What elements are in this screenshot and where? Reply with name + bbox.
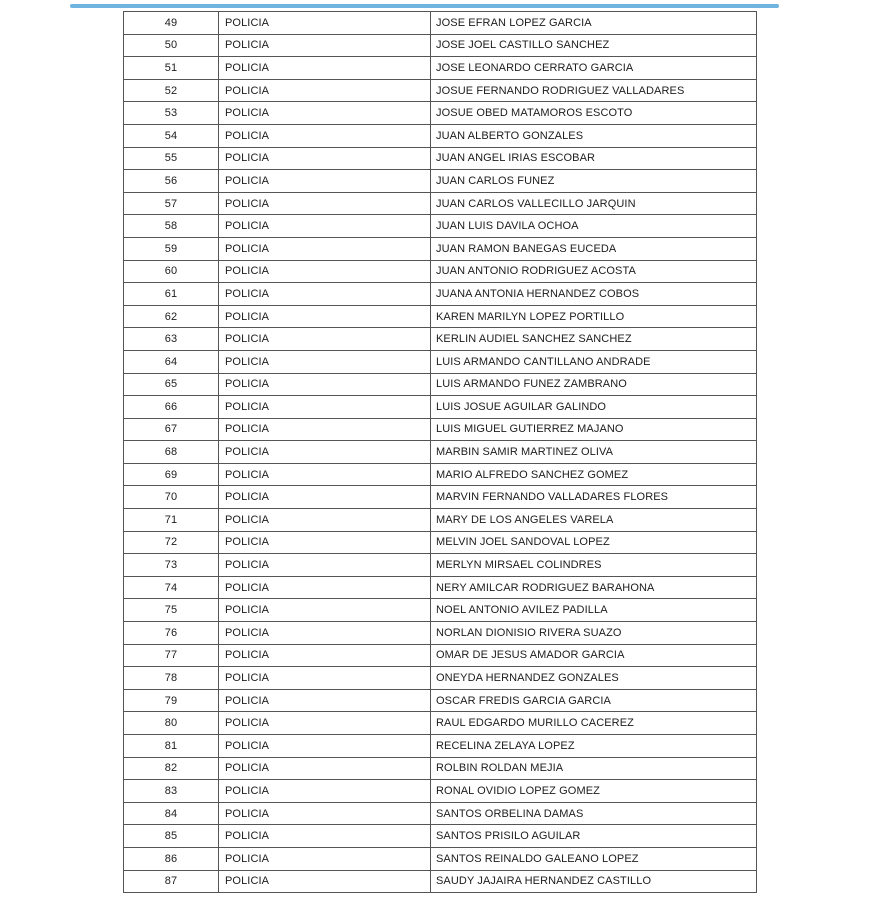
- table-row: [124, 34, 757, 57]
- row-name: SAUDY JAJAIRA HERNANDEZ CASTILLO: [431, 870, 757, 893]
- row-role: POLICIA: [219, 757, 431, 780]
- row-name: ONEYDA HERNANDEZ GONZALES: [431, 667, 757, 690]
- row-role: POLICIA: [219, 328, 431, 351]
- row-name: LUIS ARMANDO FUNEZ ZAMBRANO: [431, 373, 757, 396]
- row-number: 87: [124, 870, 219, 893]
- row-name: RAUL EDGARDO MURILLO CACEREZ: [431, 712, 757, 735]
- row-role: POLICIA: [219, 373, 431, 396]
- row-role: POLICIA: [219, 283, 431, 306]
- row-role: POLICIA: [219, 531, 431, 554]
- roster-table: [123, 11, 757, 893]
- row-number: 60: [124, 260, 219, 283]
- row-name: LUIS JOSUE AGUILAR GALINDO: [431, 396, 757, 419]
- row-role: POLICIA: [219, 870, 431, 893]
- row-number: 49: [124, 12, 219, 35]
- row-role: POLICIA: [219, 486, 431, 509]
- row-role: POLICIA: [219, 825, 431, 848]
- row-name: MELVIN JOEL SANDOVAL LOPEZ: [431, 531, 757, 554]
- row-number: 80: [124, 712, 219, 735]
- row-role: POLICIA: [219, 192, 431, 215]
- row-number: 57: [124, 192, 219, 215]
- table-row: [124, 825, 757, 848]
- table-row: [124, 441, 757, 464]
- table-row: [124, 554, 757, 577]
- row-number: 52: [124, 79, 219, 102]
- row-number: 85: [124, 825, 219, 848]
- row-role: POLICIA: [219, 102, 431, 125]
- table-row: [124, 192, 757, 215]
- row-role: POLICIA: [219, 667, 431, 690]
- table-row: [124, 12, 757, 35]
- table-row: [124, 780, 757, 803]
- row-name: NERY AMILCAR RODRIGUEZ BARAHONA: [431, 576, 757, 599]
- row-number: 74: [124, 576, 219, 599]
- table-row: [124, 373, 757, 396]
- row-number: 79: [124, 689, 219, 712]
- row-name: OMAR DE JESUS AMADOR GARCIA: [431, 644, 757, 667]
- table-row: [124, 463, 757, 486]
- table-row: [124, 57, 757, 80]
- row-role: POLICIA: [219, 79, 431, 102]
- row-name: KERLIN AUDIEL SANCHEZ SANCHEZ: [431, 328, 757, 351]
- table-row: [124, 644, 757, 667]
- row-role: POLICIA: [219, 34, 431, 57]
- table-row: [124, 147, 757, 170]
- row-name: JOSUE OBED MATAMOROS ESCOTO: [431, 102, 757, 125]
- row-role: POLICIA: [219, 735, 431, 758]
- row-name: RONAL OVIDIO LOPEZ GOMEZ: [431, 780, 757, 803]
- row-number: 71: [124, 509, 219, 532]
- row-name: MARBIN SAMIR MARTINEZ OLIVA: [431, 441, 757, 464]
- row-name: JUAN ANTONIO RODRIGUEZ ACOSTA: [431, 260, 757, 283]
- row-name: JOSE LEONARDO CERRATO GARCIA: [431, 57, 757, 80]
- table-row: [124, 689, 757, 712]
- row-role: POLICIA: [219, 305, 431, 328]
- row-number: 72: [124, 531, 219, 554]
- table-row: [124, 350, 757, 373]
- table-row: [124, 124, 757, 147]
- row-number: 64: [124, 350, 219, 373]
- row-number: 67: [124, 418, 219, 441]
- row-name: JUANA ANTONIA HERNANDEZ COBOS: [431, 283, 757, 306]
- row-name: MARY DE LOS ANGELES VARELA: [431, 509, 757, 532]
- row-role: POLICIA: [219, 576, 431, 599]
- row-name: NORLAN DIONISIO RIVERA SUAZO: [431, 622, 757, 645]
- row-name: OSCAR FREDIS GARCIA GARCIA: [431, 689, 757, 712]
- row-name: JUAN ANGEL IRIAS ESCOBAR: [431, 147, 757, 170]
- row-number: 66: [124, 396, 219, 419]
- row-name: MARVIN FERNANDO VALLADARES FLORES: [431, 486, 757, 509]
- row-role: POLICIA: [219, 554, 431, 577]
- table-row: [124, 531, 757, 554]
- row-number: 62: [124, 305, 219, 328]
- row-role: POLICIA: [219, 599, 431, 622]
- table-row: [124, 283, 757, 306]
- table-row: [124, 102, 757, 125]
- row-number: 59: [124, 237, 219, 260]
- row-number: 55: [124, 147, 219, 170]
- row-name: KAREN MARILYN LOPEZ PORTILLO: [431, 305, 757, 328]
- table-row: [124, 170, 757, 193]
- row-number: 61: [124, 283, 219, 306]
- table-row: [124, 667, 757, 690]
- row-number: 81: [124, 735, 219, 758]
- row-name: LUIS MIGUEL GUTIERREZ MAJANO: [431, 418, 757, 441]
- roster-table-body: [124, 12, 757, 893]
- row-number: 54: [124, 124, 219, 147]
- table-row: [124, 712, 757, 735]
- table-row: [124, 847, 757, 870]
- table-row: [124, 870, 757, 893]
- table-row: [124, 599, 757, 622]
- row-name: SANTOS PRISILO AGUILAR: [431, 825, 757, 848]
- row-name: ROLBIN ROLDAN MEJIA: [431, 757, 757, 780]
- table-row: [124, 486, 757, 509]
- row-number: 53: [124, 102, 219, 125]
- row-number: 56: [124, 170, 219, 193]
- row-number: 76: [124, 622, 219, 645]
- row-name: MERLYN MIRSAEL COLINDRES: [431, 554, 757, 577]
- row-number: 69: [124, 463, 219, 486]
- row-role: POLICIA: [219, 396, 431, 419]
- row-number: 86: [124, 847, 219, 870]
- row-number: 70: [124, 486, 219, 509]
- table-row: [124, 305, 757, 328]
- table-row: [124, 622, 757, 645]
- table-row: [124, 802, 757, 825]
- row-number: 78: [124, 667, 219, 690]
- row-role: POLICIA: [219, 215, 431, 238]
- row-number: 65: [124, 373, 219, 396]
- row-name: JUAN RAMON BANEGAS EUCEDA: [431, 237, 757, 260]
- row-number: 75: [124, 599, 219, 622]
- row-number: 58: [124, 215, 219, 238]
- row-role: POLICIA: [219, 124, 431, 147]
- row-name: JOSUE FERNANDO RODRIGUEZ VALLADARES: [431, 79, 757, 102]
- row-role: POLICIA: [219, 170, 431, 193]
- row-role: POLICIA: [219, 509, 431, 532]
- row-name: LUIS ARMANDO CANTILLANO ANDRADE: [431, 350, 757, 373]
- table-row: [124, 509, 757, 532]
- table-row: [124, 260, 757, 283]
- row-number: 73: [124, 554, 219, 577]
- row-number: 50: [124, 34, 219, 57]
- row-number: 51: [124, 57, 219, 80]
- table-row: [124, 79, 757, 102]
- row-name: SANTOS REINALDO GALEANO LOPEZ: [431, 847, 757, 870]
- row-number: 77: [124, 644, 219, 667]
- row-role: POLICIA: [219, 644, 431, 667]
- table-row: [124, 418, 757, 441]
- table-row: [124, 757, 757, 780]
- row-name: SANTOS ORBELINA DAMAS: [431, 802, 757, 825]
- row-role: POLICIA: [219, 689, 431, 712]
- row-role: POLICIA: [219, 260, 431, 283]
- row-name: JUAN ALBERTO GONZALES: [431, 124, 757, 147]
- row-role: POLICIA: [219, 847, 431, 870]
- row-role: POLICIA: [219, 57, 431, 80]
- row-role: POLICIA: [219, 802, 431, 825]
- row-role: POLICIA: [219, 463, 431, 486]
- row-name: RECELINA ZELAYA LOPEZ: [431, 735, 757, 758]
- row-role: POLICIA: [219, 418, 431, 441]
- row-role: POLICIA: [219, 622, 431, 645]
- table-row: [124, 328, 757, 351]
- row-name: JUAN LUIS DAVILA OCHOA: [431, 215, 757, 238]
- row-number: 68: [124, 441, 219, 464]
- row-role: POLICIA: [219, 237, 431, 260]
- row-name: MARIO ALFREDO SANCHEZ GOMEZ: [431, 463, 757, 486]
- table-row: [124, 237, 757, 260]
- row-role: POLICIA: [219, 12, 431, 35]
- row-role: POLICIA: [219, 441, 431, 464]
- header-divider: [70, 4, 779, 8]
- row-name: NOEL ANTONIO AVILEZ PADILLA: [431, 599, 757, 622]
- row-name: JUAN CARLOS FUNEZ: [431, 170, 757, 193]
- row-number: 84: [124, 802, 219, 825]
- table-row: [124, 735, 757, 758]
- row-number: 82: [124, 757, 219, 780]
- table-row: [124, 576, 757, 599]
- row-name: JUAN CARLOS VALLECILLO JARQUIN: [431, 192, 757, 215]
- row-role: POLICIA: [219, 712, 431, 735]
- row-number: 83: [124, 780, 219, 803]
- table-row: [124, 396, 757, 419]
- table-row: [124, 215, 757, 238]
- row-role: POLICIA: [219, 780, 431, 803]
- row-number: 63: [124, 328, 219, 351]
- row-name: JOSE EFRAN LOPEZ GARCIA: [431, 12, 757, 35]
- row-role: POLICIA: [219, 147, 431, 170]
- row-name: JOSE JOEL CASTILLO SANCHEZ: [431, 34, 757, 57]
- row-role: POLICIA: [219, 350, 431, 373]
